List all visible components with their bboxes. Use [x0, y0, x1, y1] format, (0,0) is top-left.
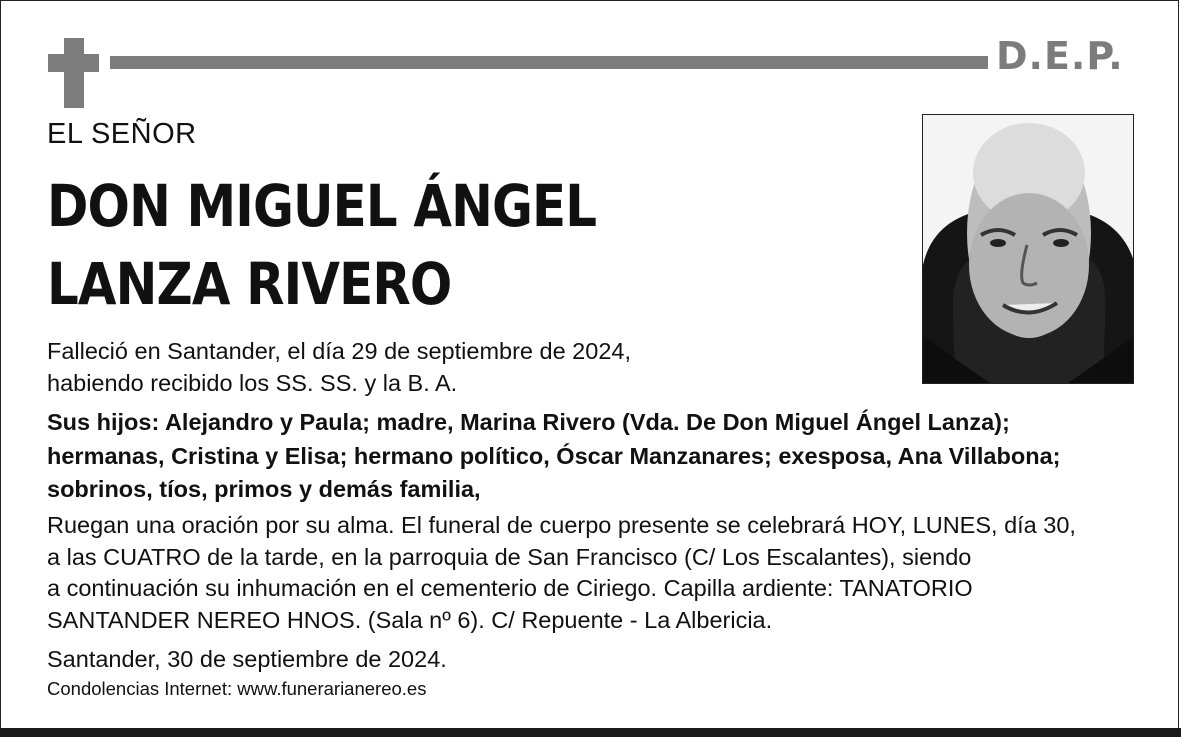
cross-icon-bar	[48, 54, 99, 72]
portrait-illustration	[923, 115, 1134, 384]
service-line: SANTANDER NEREO HNOS. (Sala nº 6). C/ Repuente - La Albericia.	[47, 607, 773, 633]
service-line: Ruegan una oración por su alma. El funeral de cuerpo presente se celebrará HOY, LUNES, día 30,	[47, 512, 1076, 538]
deceased-name-line-2: LANZA RIVERO	[47, 250, 452, 318]
service-line: a las CUATRO de la tarde, en la parroquia de San Francisco (C/ Los Escalantes), siendo	[47, 544, 972, 570]
family-line: Sus hijos: Alejandro y Paula; madre, Marina Rivero (Vda. De Don Miguel Ángel Lanza);	[47, 409, 1010, 435]
bottom-border	[0, 728, 1181, 737]
condolences-line: Condolencias Internet: www.funerarianereo.es	[47, 678, 427, 699]
portrait-photo	[922, 114, 1134, 384]
cross-icon	[64, 38, 84, 108]
death-line: Falleció en Santander, el día 29 de septiembre de 2024,	[47, 338, 631, 364]
deceased-name-line-1: DON MIGUEL ÁNGEL	[47, 172, 597, 240]
death-line: habiendo recibido los SS. SS. y la B. A.	[47, 370, 458, 396]
intro-label: EL SEÑOR	[47, 118, 197, 150]
service-line: a continuación su inhumación en el cementerio de Ciriego. Capilla ardiente: TANATORIO	[47, 575, 973, 601]
header-rule	[110, 56, 988, 69]
family-line: hermanas, Cristina y Elisa; hermano político, Óscar Manzanares; exesposa, Ana Villabona;	[47, 443, 1061, 469]
place-date: Santander, 30 de septiembre de 2024.	[47, 646, 447, 672]
dep-label: D.E.P.	[996, 34, 1124, 78]
family-line: sobrinos, tíos, primos y demás familia,	[47, 476, 481, 502]
